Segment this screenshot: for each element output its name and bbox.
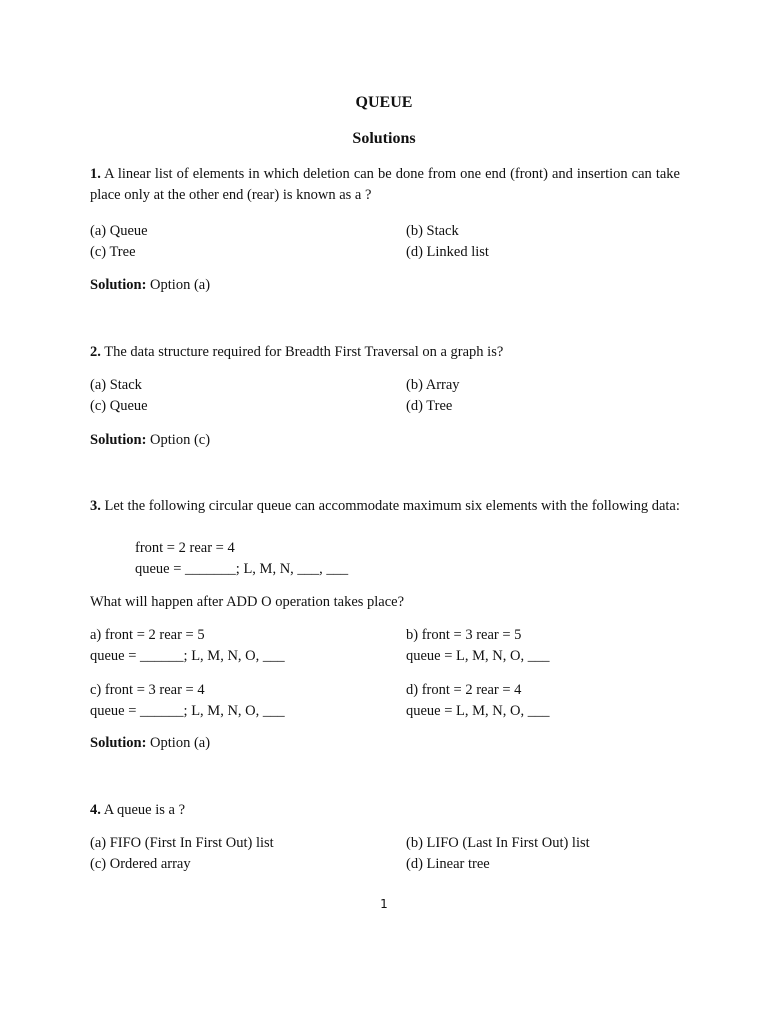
question-text: Let the following circular queue can accommodate maximum six elements with the following data: (104, 498, 680, 514)
q2-option-b: (b) Array (406, 377, 460, 393)
q3-data-line-1: front = 2 rear = 4 (135, 540, 235, 556)
q2-option-d: (d) Tree (406, 398, 453, 414)
q3-solution (90, 733, 210, 754)
question-number: 2. (90, 344, 101, 360)
q2-option-a: (a) Stack (90, 377, 142, 393)
q1-option-a: (a) Queue (90, 223, 148, 239)
question-number: 1. (90, 166, 101, 182)
question-text: The data structure required for Breadth First Traversal on a graph is? (104, 344, 504, 360)
solution-label: Solution: (90, 735, 147, 751)
question-2 (90, 342, 680, 363)
question-number: 4. (90, 802, 101, 818)
solution-label: Solution: (90, 277, 147, 293)
q4-option-b: (b) LIFO (Last In First Out) list (406, 835, 590, 851)
solution-value: Option (a) (150, 277, 211, 293)
question-4 (90, 800, 680, 821)
question-3 (90, 496, 680, 517)
q1-option-c: (c) Tree (90, 244, 136, 260)
solution-value: Option (c) (150, 432, 211, 448)
question-text: A queue is a ? (103, 802, 186, 818)
page-title: QUEUE (355, 94, 413, 111)
q1-option-b: (b) Stack (406, 223, 459, 239)
q3-option-b-line-1: b) front = 3 rear = 5 (406, 627, 522, 643)
solution-label: Solution: (90, 432, 147, 448)
q1-option-d: (d) Linked list (406, 244, 489, 260)
q3-option-c-line-2: queue = ______; L, M, N, O, ___ (90, 703, 285, 719)
q4-option-c: (c) Ordered array (90, 856, 191, 872)
q3-followup: What will happen after ADD O operation takes place? (90, 594, 405, 610)
q3-option-b-line-2: queue = L, M, N, O, ___ (406, 648, 550, 664)
q3-option-a-line-2: queue = ______; L, M, N, O, ___ (90, 648, 285, 664)
page-number: 1 (380, 897, 388, 911)
question-1 (90, 164, 680, 206)
q3-option-a-line-1: a) front = 2 rear = 5 (90, 627, 205, 643)
q4-option-d: (d) Linear tree (406, 856, 490, 872)
page-subtitle: Solutions (352, 130, 416, 147)
q2-option-c: (c) Queue (90, 398, 148, 414)
q2-solution (90, 430, 210, 451)
question-text: A linear list of elements in which deletion can be done from one end (front) and insertion can take place only at the other end (rear) is known as a ? (90, 166, 680, 203)
q4-option-a: (a) FIFO (First In First Out) list (90, 835, 274, 851)
q3-option-d-line-2: queue = L, M, N, O, ___ (406, 703, 550, 719)
question-number: 3. (90, 498, 101, 514)
q3-option-d-line-1: d) front = 2 rear = 4 (406, 682, 522, 698)
q1-solution (90, 275, 210, 296)
solution-value: Option (a) (150, 735, 211, 751)
q3-option-c-line-1: c) front = 3 rear = 4 (90, 682, 205, 698)
q3-data-line-2: queue = _______; L, M, N, ___, ___ (135, 561, 349, 577)
